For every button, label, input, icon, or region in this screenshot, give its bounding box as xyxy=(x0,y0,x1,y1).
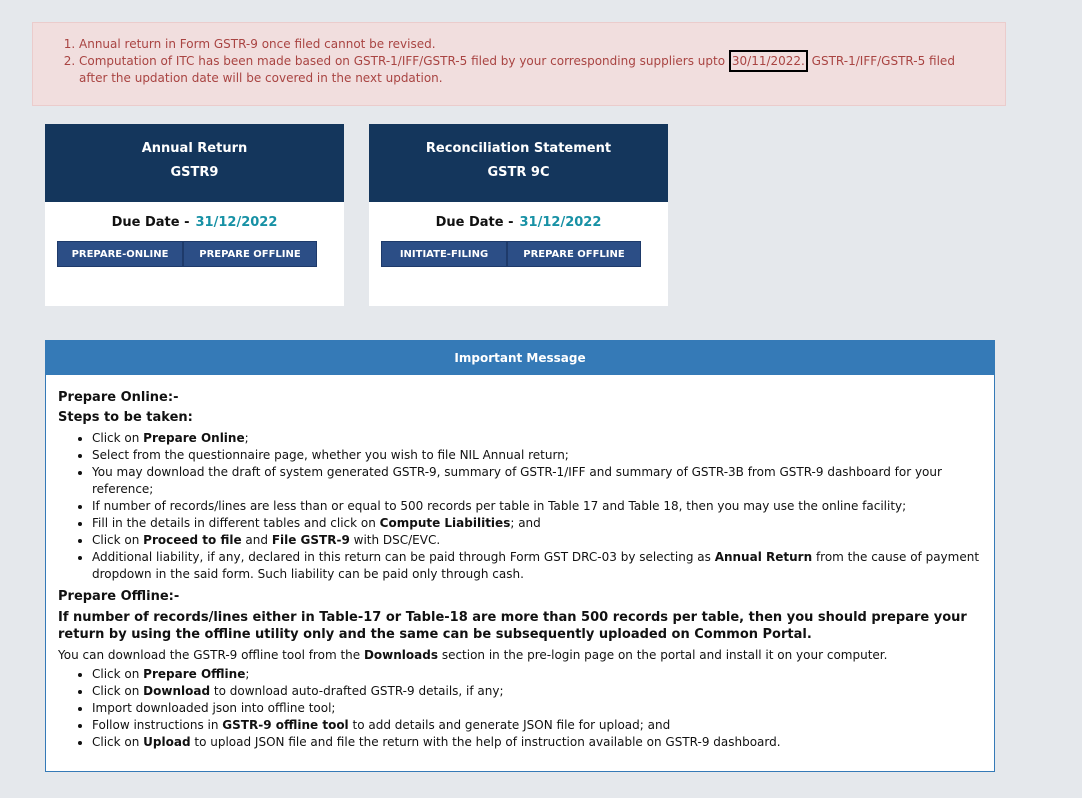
annual-return-card xyxy=(45,124,344,306)
list-item: • Fill in the details in different tables and click on Compute Liabilities; and xyxy=(92,515,982,532)
online-steps-list xyxy=(58,430,982,583)
list-item: • Click on Upload to upload JSON file and file the return with the help of instruction available on GSTR-9 dashboard. xyxy=(92,734,982,751)
due-date-value: 31/12/2022 xyxy=(195,215,278,230)
due-label: Due Date - xyxy=(111,215,190,230)
offline-steps-list xyxy=(58,666,982,751)
panel-header: Important Message xyxy=(46,341,994,375)
list-item: • Additional liability, if any, declared in this return can be paid through Form GST DRC-03 by selecting as Annual Return from the cause of payment dropdown in the said form. Such liability can be paid only through cash. xyxy=(92,549,982,583)
section-title: Prepare Online:- xyxy=(58,390,179,405)
card-subtitle: GSTR 9C xyxy=(487,165,550,180)
list-item: • If number of records/lines are less than or equal to 500 records per table in Table 17 and Table 18, then you may use the online facility; xyxy=(92,498,982,515)
alert-item xyxy=(79,53,985,87)
initiate-filing-button[interactable]: INITIATE-FILING xyxy=(381,241,507,267)
card-subtitle: GSTR9 xyxy=(170,165,219,180)
card-header xyxy=(45,124,344,202)
due-date xyxy=(45,215,344,230)
alert-item: 1. Annual return in Form GSTR-9 once filed cannot be revised. xyxy=(79,36,985,53)
alert-text: Computation of ITC has been made based on GSTR-1/IFF/GSTR-5 filed by your corresponding suppliers upto xyxy=(79,54,729,68)
offline-note: If number of records/lines either in Table-17 or Table-18 are more than 500 records per table, then you should prepare your return by using the offline utility only and the same can be subsequently uploaded on Common Portal. xyxy=(58,610,967,642)
alert-text: GSTR-1/IFF/GSTR-5 filed after the updation date will be covered in the next updation. xyxy=(79,54,955,85)
list-item: • You may download the draft of system generated GSTR-9, summary of GSTR-1/IFF and summary of GSTR-3B from GSTR-9 dashboard for your reference; xyxy=(92,464,982,498)
highlighted-date: 30/11/2022. xyxy=(729,50,808,72)
info-alert xyxy=(32,22,1006,106)
prepare-online-button[interactable]: PREPARE-ONLINE xyxy=(57,241,183,267)
card-title: Reconciliation Statement xyxy=(425,141,612,156)
prepare-offline-button[interactable]: PREPARE OFFLINE xyxy=(507,241,641,267)
card-title: Annual Return xyxy=(141,141,248,156)
important-message-panel xyxy=(45,340,995,772)
prepare-offline-button[interactable]: PREPARE OFFLINE xyxy=(183,241,317,267)
list-item: • Click on Download to download auto-drafted GSTR-9 details, if any; xyxy=(92,683,982,700)
due-date-value: 31/12/2022 xyxy=(519,215,602,230)
due-date xyxy=(369,215,668,230)
list-item: • Import downloaded json into offline tool; xyxy=(92,700,982,717)
list-item: • Click on Prepare Online; xyxy=(92,430,982,447)
section-subtitle: Steps to be taken: xyxy=(58,410,193,425)
list-item: • Click on Proceed to file and File GSTR-9 with DSC/EVC. xyxy=(92,532,982,549)
section-title: Prepare Offline:- xyxy=(58,589,180,604)
due-label: Due Date - xyxy=(435,215,514,230)
reconciliation-card xyxy=(369,124,668,306)
list-item: • Follow instructions in GSTR-9 offline tool to add details and generate JSON file for upload; and xyxy=(92,717,982,734)
list-item: • Click on Prepare Offline; xyxy=(92,666,982,683)
card-header xyxy=(369,124,668,202)
list-item: • Select from the questionnaire page, whether you wish to file NIL Annual return; xyxy=(92,447,982,464)
download-note: You can download the GSTR-9 offline tool from the Downloads section in the pre-login page on the portal and install it on your computer. xyxy=(58,648,888,662)
